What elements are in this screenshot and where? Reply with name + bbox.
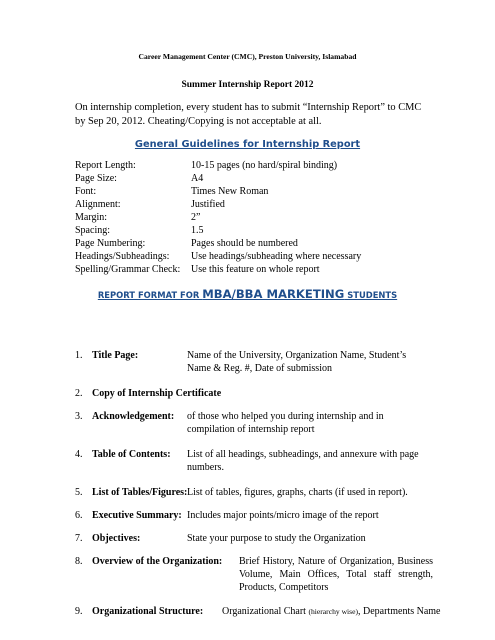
item-description: State your purpose to study the Organization [187, 533, 366, 544]
guideline-value: 10-15 pages (no hard/spiral binding) [191, 160, 338, 171]
item-number: 6. [75, 510, 83, 521]
format-heading-suffix: STUDENTS [344, 290, 398, 300]
item-number: 4. [75, 449, 83, 460]
guideline-value: A4 [191, 173, 204, 184]
item-description: List of all headings, subheadings, and annexure with page numbers. [187, 449, 419, 473]
guideline-value: Use this feature on whole report [191, 264, 320, 275]
guideline-row [75, 186, 361, 199]
guideline-row [75, 160, 361, 173]
guideline-value: 2” [191, 212, 201, 223]
report-format-heading [0, 287, 495, 302]
format-heading-main: MBA/BBA MARKETING [202, 287, 345, 301]
item-description: Includes major points/micro image of the report [187, 510, 379, 521]
item-label: List of Tables/Figures: [92, 487, 188, 498]
guideline-key: Report Length: [75, 160, 136, 171]
item-label: Overview of the Organization: [92, 556, 223, 567]
item-label: Title Page: [92, 350, 139, 361]
item-label: Copy of Internship Certificate [92, 388, 222, 399]
format-heading-prefix: REPORT FORMAT FOR [97, 290, 203, 300]
guideline-key: Alignment: [75, 199, 121, 210]
item-description: Brief History, Nature of Organization, Business Volume, Main Offices, Total staff strength, Products, Competitors [239, 556, 433, 593]
item-number: 3. [75, 411, 83, 422]
guidelines-heading: General Guidelines for Internship Report [134, 139, 361, 150]
guideline-row [75, 251, 361, 264]
item-label: Executive Summary: [92, 510, 182, 521]
item-description [222, 605, 441, 618]
intro-paragraph: On internship completion, every student has to submit “Internship Report” to CMC by Sep 20, 2012. Cheating/Copying is not acceptable at all. [75, 102, 422, 127]
guideline-value: Use headings/subheading where necessary [191, 251, 362, 262]
guideline-row [75, 173, 361, 186]
guidelines-table [75, 160, 361, 277]
guideline-key: Font: [75, 186, 97, 197]
item-number: 9. [75, 606, 83, 617]
guideline-key: Spelling/Grammar Check: [75, 264, 181, 275]
item-number: 1. [75, 350, 83, 361]
guideline-row [75, 225, 361, 238]
guideline-key: Page Numbering: [75, 238, 146, 249]
guideline-row [75, 212, 361, 225]
item-description: Name of the University, Organization Name, Student’s Name & Reg. #, Date of submission [187, 350, 407, 374]
item-label: Objectives: [92, 533, 141, 544]
guideline-row [75, 238, 361, 251]
item-number: 8. [75, 556, 83, 567]
document-header: Career Management Center (CMC), Preston University, Islamabad [138, 52, 357, 61]
item-description-part: , Departments Name [358, 606, 441, 617]
item-number: 5. [75, 487, 83, 498]
guideline-key: Page Size: [75, 173, 117, 184]
guideline-value: Pages should be numbered [191, 238, 298, 249]
guideline-row [75, 264, 361, 277]
item-description: of those who helped you during internship and in compilation of internship report [187, 411, 384, 435]
item-description: List of tables, figures, graphs, charts (if used in report). [187, 487, 408, 498]
item-description-note: (hierarchy wise) [308, 607, 359, 616]
item-label: Table of Contents: [92, 449, 171, 460]
report-title: Summer Internship Report 2012 [181, 80, 314, 90]
guideline-value: Justified [191, 199, 225, 210]
item-number: 2. [75, 388, 83, 399]
guideline-key: Spacing: [75, 225, 110, 236]
item-number: 7. [75, 533, 83, 544]
item-label: Acknowledgement: [92, 411, 175, 422]
guideline-key: Headings/Subheadings: [75, 251, 170, 262]
item-description-part: Organizational Chart [222, 606, 306, 617]
guideline-key: Margin: [75, 212, 108, 223]
guideline-row [75, 199, 361, 212]
item-label: Organizational Structure: [92, 606, 204, 617]
guideline-value: 1.5 [191, 225, 204, 236]
guideline-value: Times New Roman [191, 186, 269, 197]
